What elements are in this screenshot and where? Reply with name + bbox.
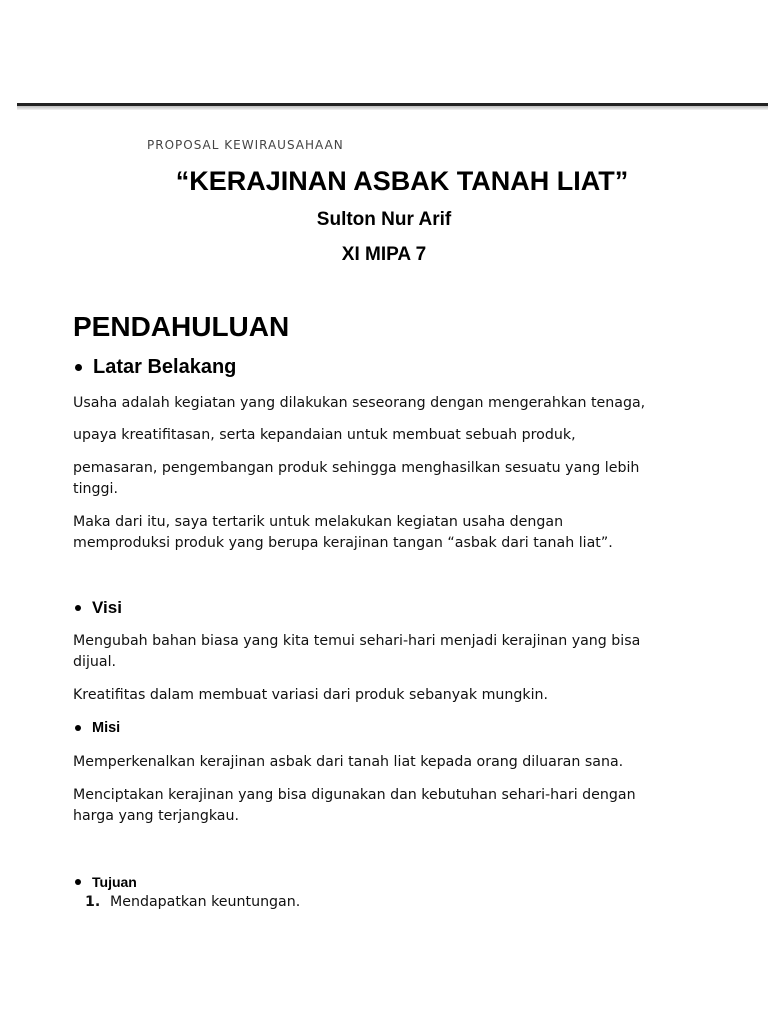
bullet-icon bbox=[75, 364, 82, 371]
paragraph: Usaha adalah kegiatan yang dilakukan seseorang dengan mengerahkan tenaga, bbox=[73, 395, 646, 411]
document-title: “KERAJINAN ASBAK TANAH LIAT” bbox=[175, 166, 629, 196]
section-title: PENDAHULUAN bbox=[73, 311, 290, 342]
heading-misi bbox=[73, 720, 120, 736]
paragraph: pemasaran, pengembangan produk sehingga menghasilkan sesuatu yang lebih tinggi. bbox=[73, 460, 640, 497]
heading-latar-belakang bbox=[73, 356, 236, 379]
paragraph: Maka dari itu, saya tertarik untuk melakukan kegiatan usaha dengan memproduksi produk yang berupa kerajinan tangan “asbak dari tanah liat”. bbox=[73, 514, 613, 551]
paragraph: Menciptakan kerajinan yang bisa digunakan dan kebutuhan sehari-hari dengan harga yang terjangkau. bbox=[73, 787, 636, 824]
list-item-text: Mendapatkan keuntungan. bbox=[110, 894, 301, 910]
author-name: Sulton Nur Arif bbox=[316, 209, 452, 230]
bullet-icon bbox=[75, 605, 81, 611]
bullet-icon bbox=[75, 879, 81, 885]
list-item bbox=[85, 894, 300, 910]
heading-text: Visi bbox=[92, 598, 122, 617]
heading-visi bbox=[73, 598, 122, 618]
paragraph: upaya kreatifitasan, serta kepandaian untuk membuat sebuah produk, bbox=[73, 427, 576, 443]
paragraph: Memperkenalkan kerajinan asbak dari tanah liat kepada orang diluaran sana. bbox=[73, 754, 624, 770]
header-label: PROPOSAL KEWIRAUSAHAAN bbox=[147, 138, 344, 152]
heading-text: Tujuan bbox=[92, 874, 137, 890]
list-item-number: 1. bbox=[85, 894, 101, 910]
bullet-icon bbox=[75, 725, 81, 731]
paragraph: Kreatifitas dalam membuat variasi dari produk sebanyak mungkin. bbox=[73, 687, 549, 703]
heading-text: Latar Belakang bbox=[93, 356, 237, 378]
header-rule-shadow bbox=[17, 106, 768, 110]
paragraph: Mengubah bahan biasa yang kita temui sehari-hari menjadi kerajinan yang bisa dijual. bbox=[73, 633, 641, 670]
heading-text: Misi bbox=[92, 720, 121, 736]
class-name: XI MIPA 7 bbox=[341, 244, 427, 265]
heading-tujuan bbox=[73, 874, 137, 890]
